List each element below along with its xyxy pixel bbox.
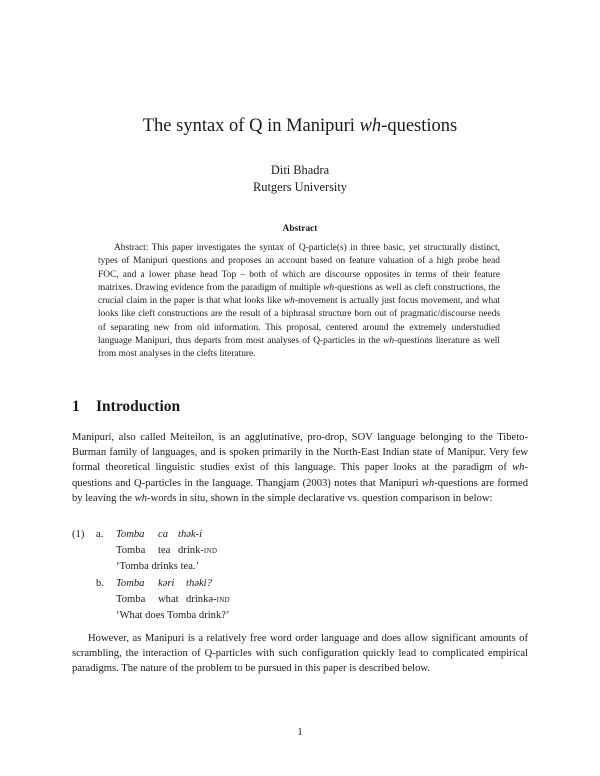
- example-a-word-3: thək-i: [178, 529, 203, 540]
- example-number: (1): [72, 529, 85, 540]
- para1-text-3: -questions are formed by leaving the: [72, 477, 528, 504]
- abstract-wh-3: wh: [383, 336, 395, 347]
- intro-paragraph-2: However, as Manipuri is a relatively free word order language and does allow significant amounts of scrambling, the interaction of Q-particles with such configuration quickly lead to complicated empirical paradigms. The nature of the problem to be pursued in this paper is described below.: [72, 633, 528, 675]
- title-post: -questions: [381, 116, 458, 136]
- para1-text-4: -words in situ, shown in the simple declarative vs. question comparison in below:: [147, 492, 493, 504]
- abstract-wh-1: wh: [323, 282, 335, 293]
- abstract-text-2: -questions as well as cleft constructions, the crucial claim in the paper is that what looks like: [98, 282, 500, 307]
- author-affiliation: Rutgers University: [253, 180, 347, 194]
- author-name: Diti Bhadra: [270, 163, 330, 177]
- example-b-word-1: Tomba: [116, 578, 145, 589]
- page-number: 1: [297, 727, 303, 738]
- example-b-gloss-3: drinkə-: [186, 594, 217, 605]
- example-a-gloss-1: Tomba: [116, 545, 146, 556]
- abstract-wh-2: wh: [283, 296, 295, 307]
- title-pre: The syntax of Q in Manipuri: [142, 116, 360, 136]
- example-b-word-3: thəki?: [186, 578, 212, 589]
- paper-title: [0, 116, 600, 137]
- example-a-translation: ‘Tomba drinks tea.’: [116, 561, 200, 572]
- abstract-text-1: Abstract: This paper investigates the syntax of Q-particle(s) in three basic, yet structurally distinct, types of Manipuri questions and proposes an account based on feature valuation of a high probe head FOC, and a lower phase head Top – both of which are discourse opposites in terms of their feature matrixes. Drawing evidence from the paradigm of multiple: [98, 243, 500, 293]
- section-title: Introduction: [96, 398, 181, 415]
- para1-text-2: -questions and Q-particles in the language. Thangjam (2003) notes that Manipuri: [72, 462, 528, 489]
- example-a-gloss-2: tea: [158, 545, 171, 556]
- title-italic: wh: [359, 116, 382, 136]
- author-block: [0, 162, 600, 196]
- example-a-gloss-3: drink-: [178, 545, 204, 556]
- example-a-word-2: ca: [158, 529, 168, 540]
- abstract-body: [98, 242, 500, 362]
- example-b-gloss-2: what: [158, 594, 179, 605]
- section-heading: [72, 398, 180, 416]
- para1-text-1: Manipuri, also called Meiteilon, is an agglutinative, pro-drop, SOV language belonging to the Tibeto-Burman family of languages, and is spoken primarily in the North-East Indian state of Manipur. Very few formal theoretical linguistic studies exist of this language. This paper looks at the paradigm of: [72, 432, 528, 474]
- example-a-gloss-sc: ind: [203, 545, 218, 556]
- para1-wh-1: wh: [512, 462, 525, 474]
- abstract-text-4: -questions literature as well from most analyses in the clefts literature.: [98, 336, 500, 360]
- para1-wh-2: wh: [421, 477, 435, 489]
- para1-wh-3: wh: [134, 492, 148, 504]
- example-b-label: b.: [96, 578, 104, 589]
- example-a-label: a.: [96, 529, 104, 540]
- example-b-gloss-1: Tomba: [116, 594, 146, 605]
- abstract-heading: Abstract: [282, 224, 318, 234]
- example-a-word-1: Tomba: [116, 529, 145, 540]
- example-b-gloss-sc: ind: [216, 594, 230, 605]
- example-b-word-2: kəri: [158, 578, 175, 589]
- intro-paragraph-1: [72, 430, 528, 506]
- section-number: 1: [72, 398, 80, 415]
- example-b-translation: ‘What does Tomba drink?’: [116, 610, 230, 621]
- abstract-text-3: -movement is actually just focus movement, and what looks like cleft constructions are the result of a biphrasal structure born out of pragmatic/discourse needs of separating new from old information. This proposal, centered around the extremely understudied language Manipuri, thus departs from most analyses of Q-particles in the: [98, 296, 500, 347]
